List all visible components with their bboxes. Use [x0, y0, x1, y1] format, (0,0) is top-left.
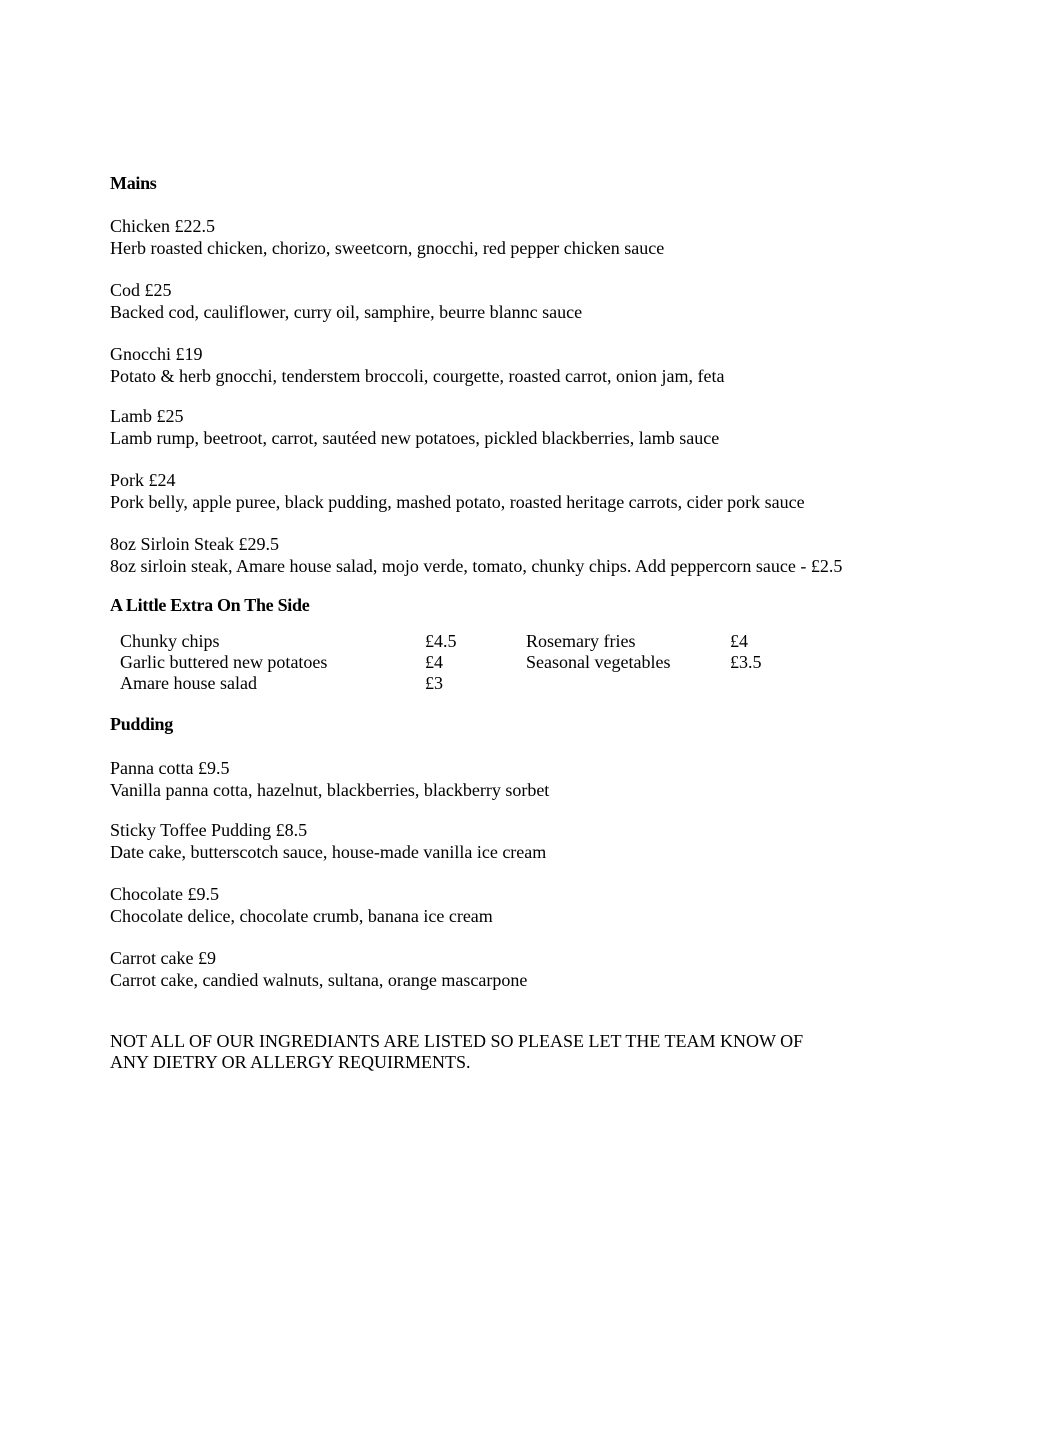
menu-item-description: Chocolate delice, chocolate crumb, banana ice cream — [110, 906, 493, 926]
menu-item-title: Cod £25 — [110, 280, 172, 300]
sides-heading: A Little Extra On The Side — [110, 595, 310, 615]
menu-item-chocolate — [110, 883, 493, 927]
menu-item-sirloin-steak — [110, 533, 842, 577]
menu-item-title: Chicken £22.5 — [110, 216, 215, 236]
side-price: £3 — [425, 673, 443, 693]
menu-item-carrot-cake — [110, 947, 527, 991]
menu-item-pork — [110, 469, 805, 513]
side-name: Garlic buttered new potatoes — [120, 652, 328, 672]
menu-item-description: 8oz sirloin steak, Amare house salad, mojo verde, tomato, chunky chips. Add peppercorn sauce - £2.5 — [110, 556, 843, 576]
pudding-heading: Pudding — [110, 714, 173, 734]
side-price: £4.5 — [425, 631, 457, 651]
menu-item-cod — [110, 279, 582, 323]
side-price: £4 — [730, 631, 748, 651]
menu-item-lamb — [110, 405, 719, 449]
menu-item-description: Vanilla panna cotta, hazelnut, blackberries, blackberry sorbet — [110, 780, 550, 800]
menu-item-title: Lamb £25 — [110, 406, 184, 426]
menu-item-description: Potato & herb gnocchi, tenderstem broccoli, courgette, roasted carrot, onion jam, feta — [110, 366, 725, 386]
menu-item-title: Carrot cake £9 — [110, 948, 216, 968]
side-price: £3.5 — [730, 652, 762, 672]
menu-item-title: Gnocchi £19 — [110, 344, 203, 364]
side-name: Seasonal vegetables — [526, 652, 671, 672]
menu-item-description: Date cake, butterscotch sauce, house-made vanilla ice cream — [110, 842, 547, 862]
allergy-notice-line: ANY DIETRY OR ALLERGY REQUIRMENTS. — [110, 1052, 471, 1072]
side-name: Amare house salad — [120, 673, 257, 693]
side-price: £4 — [425, 652, 443, 672]
menu-item-title: Sticky Toffee Pudding £8.5 — [110, 820, 308, 840]
menu-item-title: Pork £24 — [110, 470, 176, 490]
menu-item-title: Chocolate £9.5 — [110, 884, 219, 904]
menu-item-description: Carrot cake, candied walnuts, sultana, orange mascarpone — [110, 970, 528, 990]
mains-heading: Mains — [110, 173, 157, 193]
menu-item-title: 8oz Sirloin Steak £29.5 — [110, 534, 279, 554]
menu-item-description: Backed cod, cauliflower, curry oil, samphire, beurre blannc sauce — [110, 302, 583, 322]
menu-item-sticky-toffee-pudding — [110, 819, 546, 863]
menu-item-title: Panna cotta £9.5 — [110, 758, 230, 778]
allergy-notice-line: NOT ALL OF OUR INGREDIANTS ARE LISTED SO PLEASE LET THE TEAM KNOW OF — [110, 1031, 804, 1051]
side-name: Chunky chips — [120, 631, 220, 651]
side-name: Rosemary fries — [526, 631, 636, 651]
menu-item-panna-cotta — [110, 757, 549, 801]
menu-item-chicken — [110, 215, 664, 259]
allergy-notice — [110, 1031, 930, 1073]
menu-item-description: Herb roasted chicken, chorizo, sweetcorn, gnocchi, red pepper chicken sauce — [110, 238, 665, 258]
menu-item-description: Pork belly, apple puree, black pudding, mashed potato, roasted heritage carrots, cider pork sauce — [110, 492, 805, 512]
menu-item-gnocchi — [110, 343, 724, 387]
menu-item-description: Lamb rump, beetroot, carrot, sautéed new potatoes, pickled blackberries, lamb sauce — [110, 428, 720, 448]
